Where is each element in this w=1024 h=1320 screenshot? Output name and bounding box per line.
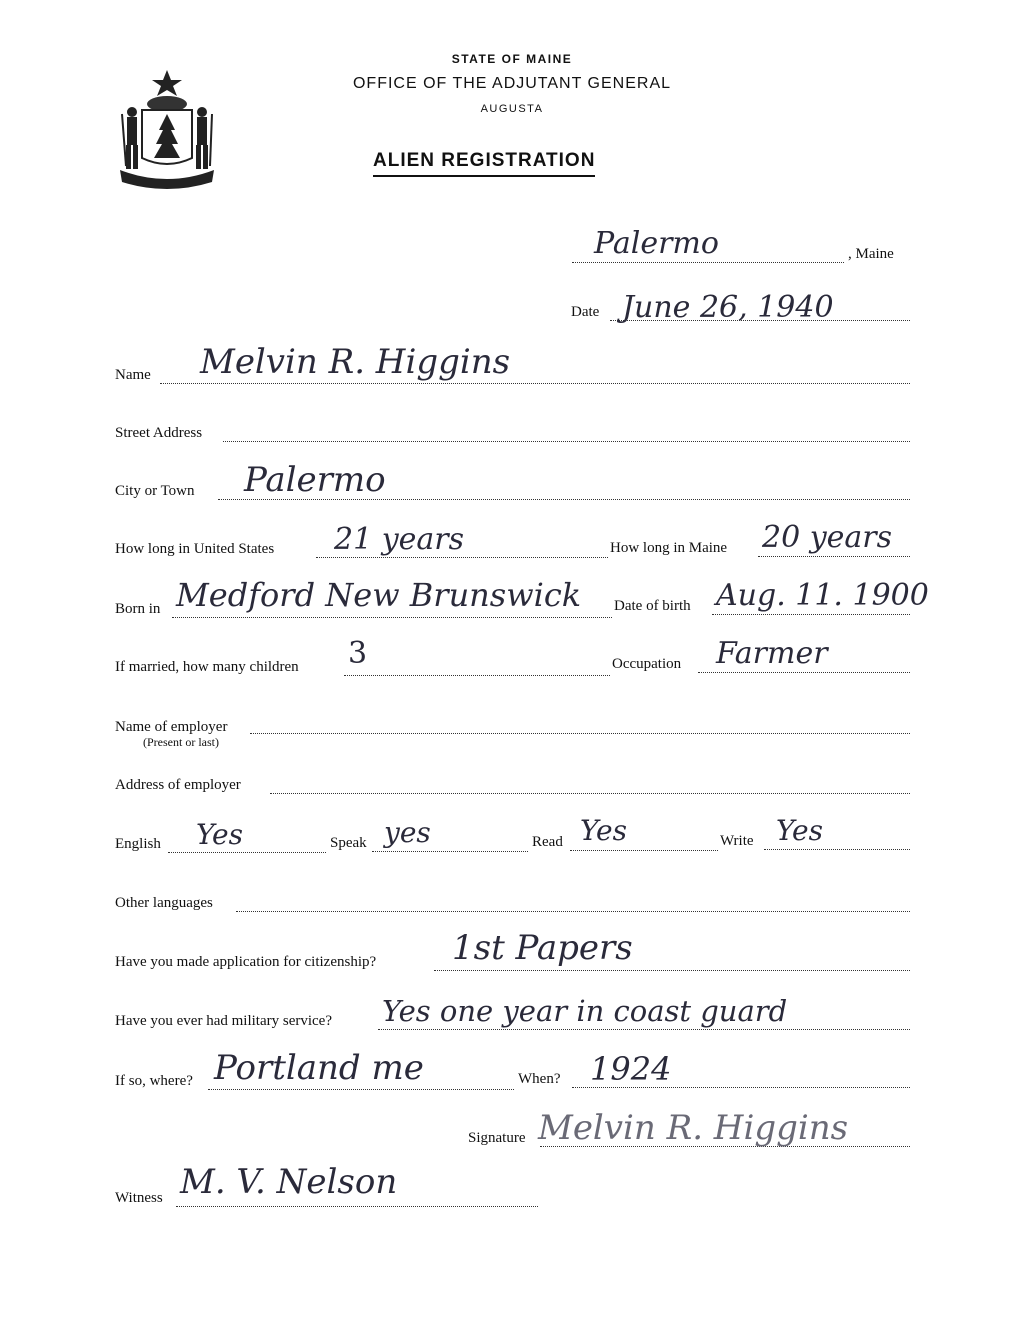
children-value: 3 <box>348 636 368 671</box>
name-value: Melvin R. Higgins <box>200 342 511 382</box>
occupation-label: Occupation <box>612 656 682 672</box>
born-in-line <box>172 617 612 618</box>
name-label: Name <box>115 367 151 383</box>
occupation-line <box>698 672 910 673</box>
english-value: Yes <box>196 818 243 851</box>
english-line <box>168 852 326 853</box>
how-long-us-label: How long in United States <box>115 541 275 557</box>
how-long-us-value: 21 years <box>334 522 465 557</box>
city-value: Palermo <box>244 460 386 500</box>
city-label: City or Town <box>115 483 195 499</box>
signature-value: Melvin R. Higgins <box>538 1108 849 1148</box>
born-in-value: Medford New Brunswick <box>176 576 582 614</box>
write-label: Write <box>720 833 754 849</box>
write-line <box>764 849 910 850</box>
date-of-birth-line <box>712 614 910 615</box>
military-label: Have you ever had military service? <box>115 1013 332 1029</box>
when-value: 1924 <box>590 1050 672 1088</box>
born-in-label: Born in <box>115 601 161 617</box>
children-line <box>344 675 610 676</box>
employer-line <box>250 733 910 734</box>
header-office: OFFICE OF THE ADJUTANT GENERAL <box>352 75 672 92</box>
how-long-us-line <box>316 557 608 558</box>
employer-address-label: Address of employer <box>115 777 241 793</box>
maine-label: , Maine <box>848 246 894 262</box>
read-line <box>570 850 718 851</box>
military-line <box>378 1029 910 1030</box>
where-label: If so, where? <box>115 1073 193 1089</box>
signature-label: Signature <box>468 1130 526 1146</box>
witness-label: Witness <box>115 1190 163 1206</box>
english-label: English <box>115 836 161 852</box>
employer-address-line <box>270 793 910 794</box>
date-label: Date <box>571 304 600 320</box>
read-label: Read <box>532 834 563 850</box>
form-title: ALIEN REGISTRATION <box>373 150 595 177</box>
header-city: AUGUSTA <box>480 103 544 115</box>
how-long-maine-line <box>758 556 910 557</box>
citizenship-line <box>434 970 910 971</box>
employer-label: Name of employer <box>115 719 228 735</box>
speak-label: Speak <box>330 835 367 851</box>
read-value: Yes <box>580 814 627 847</box>
witness-line <box>176 1206 538 1207</box>
name-line <box>160 383 910 384</box>
speak-value: yes <box>384 816 431 849</box>
town-value: Palermo <box>594 226 719 261</box>
how-long-maine-value: 20 years <box>762 520 893 555</box>
how-long-maine-label: How long in Maine <box>610 540 728 556</box>
employer-note: (Present or last) <box>143 735 219 749</box>
write-value: Yes <box>776 814 823 847</box>
date-value: June 26, 1940 <box>622 290 834 325</box>
where-value: Portland me <box>214 1048 424 1088</box>
header-state: STATE OF MAINE <box>451 52 573 66</box>
town-line <box>572 262 844 263</box>
children-label: If married, how many children <box>115 659 299 675</box>
speak-line <box>372 851 528 852</box>
other-languages-label: Other languages <box>115 895 213 911</box>
date-of-birth-label: Date of birth <box>614 598 691 614</box>
where-line <box>208 1089 514 1090</box>
date-of-birth-value: Aug. 11. 1900 <box>716 578 929 613</box>
when-label: When? <box>518 1071 561 1087</box>
citizenship-label: Have you made application for citizenship? <box>115 954 377 970</box>
military-value: Yes one year in coast guard <box>382 994 788 1028</box>
street-line <box>223 441 910 442</box>
seal-motto: MAINE <box>145 169 189 180</box>
occupation-value: Farmer <box>716 636 828 671</box>
citizenship-value: 1st Papers <box>452 928 633 968</box>
witness-value: M. V. Nelson <box>180 1162 398 1202</box>
street-label: Street Address <box>115 425 203 441</box>
other-languages-line <box>236 911 910 912</box>
